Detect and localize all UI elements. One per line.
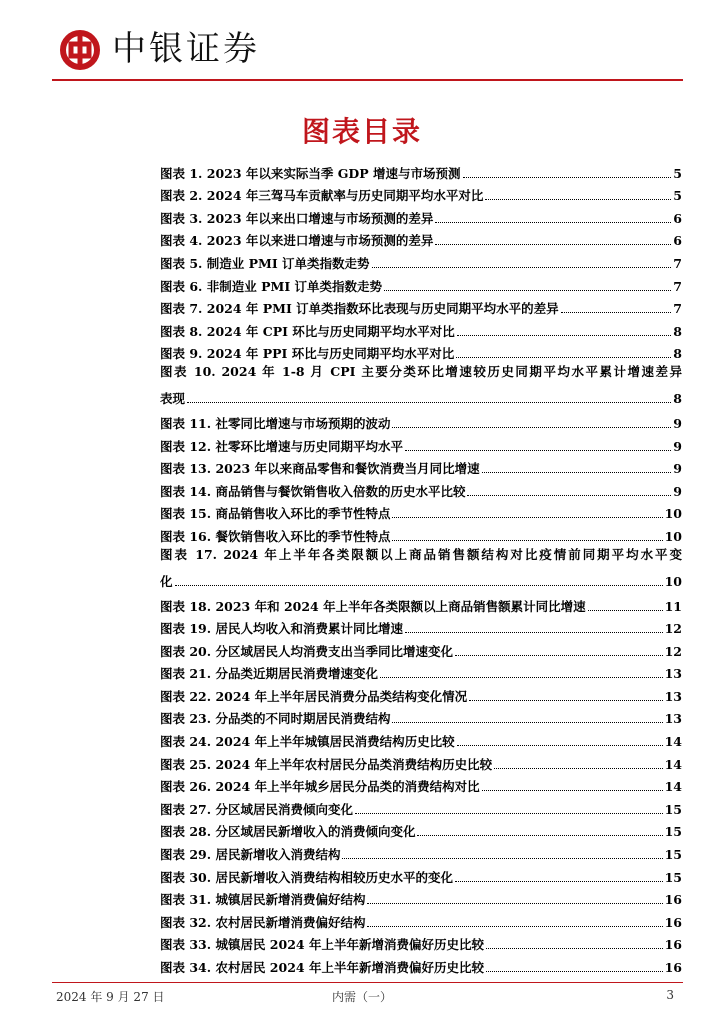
toc-entry-page: 10 bbox=[664, 573, 682, 589]
dot-leader bbox=[457, 745, 663, 746]
toc-entry[interactable] bbox=[160, 659, 682, 682]
dot-leader bbox=[588, 610, 663, 611]
toc-entry[interactable] bbox=[160, 885, 682, 908]
toc-entry-page: 13 bbox=[664, 666, 682, 682]
toc-entry-text: 图表 2. 2024 年三驾马车贡献率与历史同期平均水平对比 bbox=[160, 188, 484, 204]
toc-entry[interactable] bbox=[160, 521, 682, 544]
toc-entry-text: 图表 34. 农村居民 2024 年上半年新增消费偏好历史比较 bbox=[160, 960, 484, 975]
toc-entry[interactable] bbox=[160, 726, 682, 749]
toc-entry-text: 图表 27. 分区域居民消费倾向变化 bbox=[160, 801, 353, 817]
toc-entry-page: 5 bbox=[673, 188, 682, 204]
toc-entry-text: 图表 4. 2023 年以来进口增速与市场预测的差异 bbox=[160, 233, 434, 249]
dot-leader bbox=[372, 267, 672, 268]
toc-entry[interactable] bbox=[160, 499, 682, 522]
page-number: 3 bbox=[666, 988, 674, 1002]
toc-entry-text: 图表 26. 2024 年上半年城乡居民分品类的消费结构对比 bbox=[160, 779, 480, 795]
toc-entry[interactable] bbox=[160, 203, 682, 226]
dot-leader bbox=[392, 540, 662, 541]
dot-leader bbox=[463, 177, 672, 178]
toc-entry[interactable] bbox=[160, 454, 682, 477]
footer-date: 2024 年 9 月 27 日 bbox=[56, 990, 165, 1004]
toc-entry-page: 16 bbox=[664, 937, 682, 953]
toc-entry-page: 8 bbox=[673, 346, 682, 362]
toc-list bbox=[160, 158, 682, 975]
dot-leader bbox=[486, 948, 663, 949]
toc-entry-text: 图表 6. 非制造业 PMI 订单类指数走势 bbox=[160, 278, 383, 294]
toc-entry-text-continued: 化 bbox=[160, 573, 173, 589]
toc-entry[interactable] bbox=[160, 681, 682, 704]
toc-entry-text: 图表 33. 城镇居民 2024 年上半年新增消费偏好历史比较 bbox=[160, 937, 484, 953]
toc-entry-page: 8 bbox=[673, 390, 682, 406]
dot-leader bbox=[455, 655, 663, 656]
dot-leader bbox=[367, 903, 662, 904]
toc-entry[interactable] bbox=[160, 614, 682, 637]
toc-entry[interactable] bbox=[160, 316, 682, 339]
toc-entry-page: 12 bbox=[664, 621, 682, 637]
toc-entry-page: 9 bbox=[673, 461, 682, 477]
toc-entry[interactable] bbox=[160, 817, 682, 840]
toc-entry-page: 9 bbox=[673, 483, 682, 499]
toc-entry-page: 16 bbox=[664, 914, 682, 930]
toc-entry[interactable] bbox=[160, 930, 682, 953]
page-header bbox=[0, 0, 724, 80]
toc-entry-text: 图表 10. 2024 年 1-8 月 CPI 主要分类环比增速较历史同期平均水平累计增速差异 bbox=[160, 364, 682, 380]
toc-entry-page: 15 bbox=[664, 801, 682, 817]
dot-leader bbox=[392, 517, 662, 518]
toc-entry-page: 14 bbox=[664, 734, 682, 750]
toc-title: 图表目录 bbox=[301, 115, 422, 148]
toc-entry-text: 图表 5. 制造业 PMI 订单类指数走势 bbox=[160, 255, 370, 271]
toc-entry-text: 图表 17. 2024 年上半年各类限额以上商品销售额结构对比疫情前同期平均水平变 bbox=[160, 546, 682, 562]
dot-leader bbox=[380, 677, 663, 678]
dot-leader bbox=[455, 881, 663, 882]
toc-entry-text: 图表 23. 分品类的不同时期居民消费结构 bbox=[160, 711, 391, 727]
dot-leader bbox=[561, 312, 672, 313]
toc-entry-page: 13 bbox=[664, 711, 682, 727]
toc-entry[interactable] bbox=[160, 339, 682, 362]
toc-entry-page: 16 bbox=[664, 892, 682, 908]
toc-entry-text: 图表 21. 分品类近期居民消费增速变化 bbox=[160, 666, 378, 682]
dot-leader bbox=[367, 926, 662, 927]
toc-entry-page: 10 bbox=[664, 506, 682, 522]
dot-leader bbox=[384, 290, 671, 291]
dot-leader bbox=[405, 450, 671, 451]
dot-leader bbox=[482, 472, 672, 473]
dot-leader bbox=[392, 722, 662, 723]
brand-name: 中银证券 bbox=[112, 29, 260, 69]
toc-entry-text: 图表 31. 城镇居民新增消费偏好结构 bbox=[160, 892, 366, 908]
toc-entry-page: 15 bbox=[664, 869, 682, 885]
toc-entry[interactable] bbox=[160, 907, 682, 930]
toc-entry-page: 7 bbox=[673, 301, 682, 317]
dot-leader bbox=[457, 335, 672, 336]
footer-report-title: 内需（一） bbox=[331, 990, 392, 1004]
toc-entry-text: 图表 12. 社零环比增速与历史同期平均水平 bbox=[160, 438, 403, 454]
toc-entry[interactable] bbox=[160, 952, 682, 975]
toc-entry-text: 图表 32. 农村居民新增消费偏好结构 bbox=[160, 914, 366, 930]
toc-entry[interactable] bbox=[160, 476, 682, 499]
toc-entry-page: 11 bbox=[664, 598, 682, 614]
toc-entry-text: 图表 20. 分区域居民人均消费支出当季同比增速变化 bbox=[160, 643, 453, 659]
toc-entry-text: 图表 30. 居民新增收入消费结构相较历史水平的变化 bbox=[160, 869, 453, 885]
toc-entry-page: 7 bbox=[673, 278, 682, 294]
header-divider bbox=[52, 79, 683, 81]
toc-entry-page: 10 bbox=[664, 528, 682, 544]
toc-entry-text: 图表 8. 2024 年 CPI 环比与历史同期平均水平对比 bbox=[160, 323, 455, 339]
dot-leader bbox=[187, 402, 671, 403]
toc-entry-text: 图表 3. 2023 年以来出口增速与市场预测的差异 bbox=[160, 210, 434, 226]
toc-entry-page: 9 bbox=[673, 415, 682, 431]
toc-entry[interactable] bbox=[160, 544, 682, 591]
dot-leader bbox=[467, 495, 671, 496]
toc-entry-text: 图表 29. 居民新增收入消费结构 bbox=[160, 847, 341, 863]
toc-entry-text: 图表 13. 2023 年以来商品零售和餐饮消费当月同比增速 bbox=[160, 461, 480, 477]
toc-entry-page: 8 bbox=[673, 323, 682, 339]
toc-entry-page: 16 bbox=[664, 960, 682, 975]
toc-entry-text: 图表 1. 2023 年以来实际当季 GDP 增速与市场预测 bbox=[160, 165, 461, 181]
dot-leader bbox=[486, 971, 663, 972]
toc-entry[interactable] bbox=[160, 431, 682, 454]
toc-entry-page: 14 bbox=[664, 779, 682, 795]
toc-entry-text: 图表 19. 居民人均收入和消费累计同比增速 bbox=[160, 621, 403, 637]
toc-entry[interactable] bbox=[160, 271, 682, 294]
toc-entry-page: 15 bbox=[664, 847, 682, 863]
toc-entry-text-continued: 表现 bbox=[160, 390, 186, 406]
toc-entry[interactable] bbox=[160, 794, 682, 817]
toc-entry[interactable] bbox=[160, 591, 682, 614]
toc-entry-page: 12 bbox=[664, 643, 682, 659]
dot-leader bbox=[456, 357, 671, 358]
toc-entry[interactable] bbox=[160, 772, 682, 795]
toc-entry-text: 图表 14. 商品销售与餐饮销售收入倍数的历史水平比较 bbox=[160, 483, 466, 499]
footer-divider bbox=[52, 982, 683, 983]
dot-leader bbox=[435, 244, 671, 245]
bank-of-china-logo-icon bbox=[59, 29, 101, 71]
dot-leader bbox=[355, 813, 663, 814]
toc-entry[interactable] bbox=[160, 839, 682, 862]
toc-entry-text: 图表 16. 餐饮销售收入环比的季节性特点 bbox=[160, 528, 391, 544]
toc-entry-text: 图表 22. 2024 年上半年居民消费分品类结构变化情况 bbox=[160, 688, 468, 704]
toc-entry-page: 9 bbox=[673, 438, 682, 454]
dot-leader bbox=[405, 632, 663, 633]
toc-entry-text: 图表 25. 2024 年上半年农村居民分品类消费结构历史比较 bbox=[160, 756, 493, 772]
toc-entry-text: 图表 18. 2023 年和 2024 年上半年各类限额以上商品销售额累计同比增速 bbox=[160, 598, 586, 614]
dot-leader bbox=[417, 835, 662, 836]
dot-leader bbox=[469, 700, 663, 701]
toc-entry[interactable] bbox=[160, 636, 682, 659]
toc-entry-text: 图表 7. 2024 年 PMI 订单类指数环比表现与历史同期平均水平的差异 bbox=[160, 301, 559, 317]
toc-entry[interactable] bbox=[160, 862, 682, 885]
dot-leader bbox=[342, 858, 662, 859]
toc-entry[interactable] bbox=[160, 158, 682, 181]
dot-leader bbox=[435, 222, 671, 223]
dot-leader bbox=[494, 768, 663, 769]
toc-entry-page: 6 bbox=[673, 210, 682, 226]
dot-leader bbox=[482, 790, 663, 791]
toc-entry[interactable] bbox=[160, 361, 682, 408]
toc-entry-text: 图表 9. 2024 年 PPI 环比与历史同期平均水平对比 bbox=[160, 346, 455, 362]
toc-entry[interactable] bbox=[160, 749, 682, 772]
toc-entry[interactable] bbox=[160, 704, 682, 727]
toc-entry-page: 5 bbox=[673, 165, 682, 181]
toc-entry-page: 13 bbox=[664, 688, 682, 704]
toc-entry[interactable] bbox=[160, 181, 682, 204]
toc-entry-text: 图表 28. 分区域居民新增收入的消费倾向变化 bbox=[160, 824, 416, 840]
dot-leader bbox=[175, 585, 663, 586]
toc-entry[interactable] bbox=[160, 226, 682, 249]
toc-entry-page: 15 bbox=[664, 824, 682, 840]
toc-entry-page: 7 bbox=[673, 255, 682, 271]
toc-entry[interactable] bbox=[160, 294, 682, 317]
dot-leader bbox=[392, 427, 671, 428]
toc-entry[interactable] bbox=[160, 248, 682, 271]
toc-entry-text: 图表 24. 2024 年上半年城镇居民消费结构历史比较 bbox=[160, 734, 455, 750]
toc-entry-text: 图表 15. 商品销售收入环比的季节性特点 bbox=[160, 506, 391, 522]
toc-entry[interactable] bbox=[160, 408, 682, 431]
toc-entry-text: 图表 11. 社零同比增速与市场预期的波动 bbox=[160, 415, 391, 431]
toc-entry-page: 14 bbox=[664, 756, 682, 772]
dot-leader bbox=[485, 199, 671, 200]
toc-entry-page: 6 bbox=[673, 233, 682, 249]
